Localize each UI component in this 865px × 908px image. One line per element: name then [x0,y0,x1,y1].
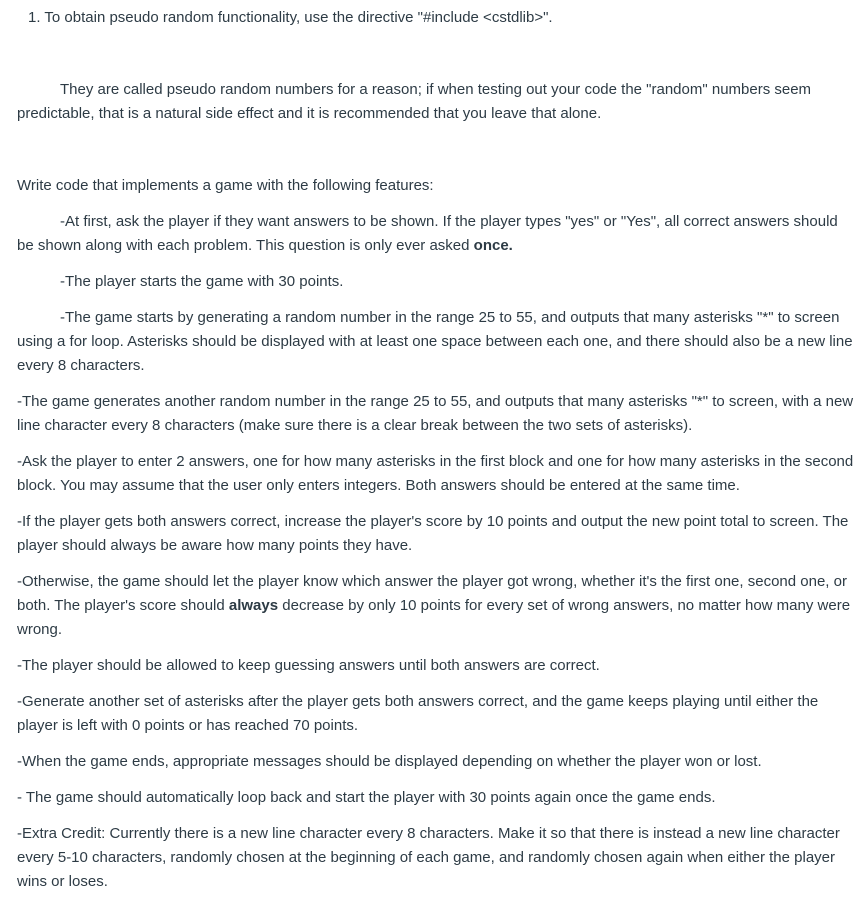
feature-show-answers-emphasis: once. [473,237,513,254]
feature-wrong-answers-text-start: -Otherwise, the game should let the player know which answer the player got wrong, whether it's the first one, second one, or both. The player's score should [17,573,847,614]
feature-wrong-answers-text-end: decrease by only 10 points for every set of wrong answers, no matter how many were wrong. [17,597,851,638]
feature-wrong-answers-emphasis: always [228,597,279,614]
feature-first-asterisks: -The game starts by generating a random number in the range 25 to 55, and outputs that many asterisks "*" to screen using a for loop. Asterisks should be displayed with at least one space between each one, and there should also be a new line every 8 characters. [17,309,853,374]
feature-second-asterisks: -The game generates another random number in the range 25 to 55, and outputs that many asterisks "*" to screen, with a new line character every 8 characters (make sure there is a clear break between the two sets of asterisks). [17,393,854,434]
feature-loop-back: - The game should automatically loop back and start the player with 30 points again once the game ends. [17,789,716,806]
feature-wrong-answers [17,570,857,642]
feature-keep-guessing: -The player should be allowed to keep guessing answers until both answers are correct. [17,657,600,674]
pseudo-random-note: They are called pseudo random numbers for a reason; if when testing out your code the "random" numbers seem predictable, that is a natural side effect and it is recommended that you leave that alone. [17,81,812,122]
feature-correct-answers: -If the player gets both answers correct, increase the player's score by 10 points and output the new point total to screen. The player should always be aware how many points they have. [17,513,849,554]
list-item-include-directive: 1. To obtain pseudo random functionality, use the directive "#include <cstdlib>". [28,9,553,26]
feature-show-answers-text: -At first, ask the player if they want answers to be shown. If the player types "yes" or "Yes", all correct answers should be shown along with each problem. This question is only ever asked [17,213,838,254]
feature-next-round: -Generate another set of asterisks after the player gets both answers correct, and the game keeps playing until either the player is left with 0 points or has reached 70 points. [17,693,819,734]
features-intro: Write code that implements a game with the following features: [17,177,434,194]
feature-enter-answers: -Ask the player to enter 2 answers, one for how many asterisks in the first block and one for how many asterisks in the second block. You may assume that the user only enters integers. Both answers should be entered at the same time. [17,453,854,494]
feature-extra-credit: -Extra Credit: Currently there is a new line character every 8 characters. Make it so that there is instead a new line character every 5-10 characters, randomly chosen at the beginning of each game, and randomly chosen again when either the player wins or loses. [17,825,840,890]
feature-starting-points: -The player starts the game with 30 points. [60,273,344,290]
feature-end-messages: -When the game ends, appropriate messages should be displayed depending on whether the player won or lost. [17,753,762,770]
feature-show-answers [17,210,857,258]
